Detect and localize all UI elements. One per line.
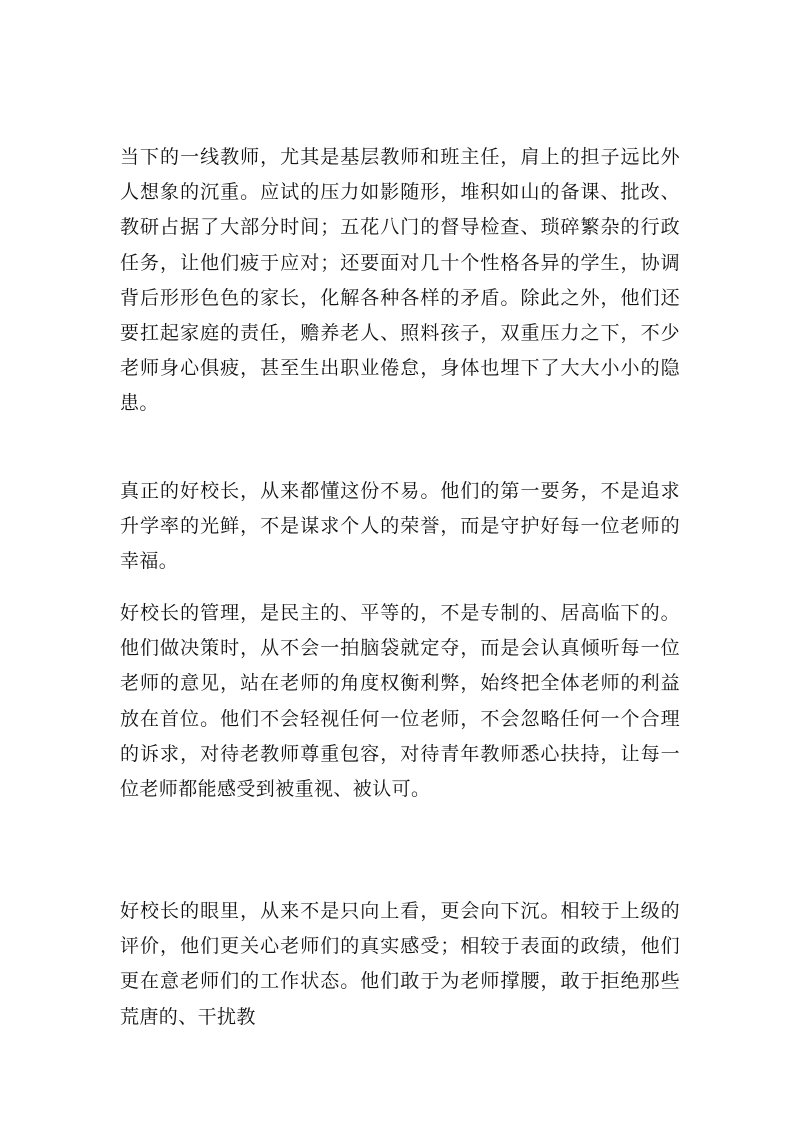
paragraph-democratic-management: 好校长的管理，是民主的、平等的，不是专制的、居高临下的。他们做决策时，从不会一拍脑袋就定夺，而是会认真倾听每一位老师的意见，站在老师的角度权衡利弊，始终把全体老师的利益放在首位。他们不会轻视任何一位老师，不会忽略任何一个合理的诉求，对待老教师尊重包容，对待青年教师悉心扶持，让每一位老师都能感受到被重视、被认可。 bbox=[120, 602, 680, 801]
paragraph-good-principal-priority: 真正的好校长，从来都懂这份不易。他们的第一要务，不是追求升学率的光鲜，不是谋求个人的荣誉，而是守护好每一位老师的幸福。 bbox=[120, 480, 680, 573]
paragraph-teacher-burden: 当下的一线教师，尤其是基层教师和班主任，肩上的担子远比外人想象的沉重。应试的压力如影随形，堆积如山的备课、批改、教研占据了大部分时间；五花八门的督导检查、琐碎繁杂的行政任务，让他们疲于应对；还要面对几十个性格各异的学生，协调背后形形色色的家长，化解各种各样的矛盾。除此之外，他们还要扛起家庭的责任，赡养老人、照料孩子，双重压力之下，不少老师身心俱疲，甚至生出职业倦怠，身体也埋下了大大小小的隐患。 bbox=[120, 146, 680, 415]
paragraph-looking-downward: 好校长的眼里，从来不是只向上看，更会向下沉。相较于上级的评价，他们更关心老师们的真实感受；相较于表面的政绩，他们更在意老师们的工作状态。他们敢于为老师撑腰，敢于拒绝那些荒唐的、干扰教 bbox=[120, 900, 680, 1028]
